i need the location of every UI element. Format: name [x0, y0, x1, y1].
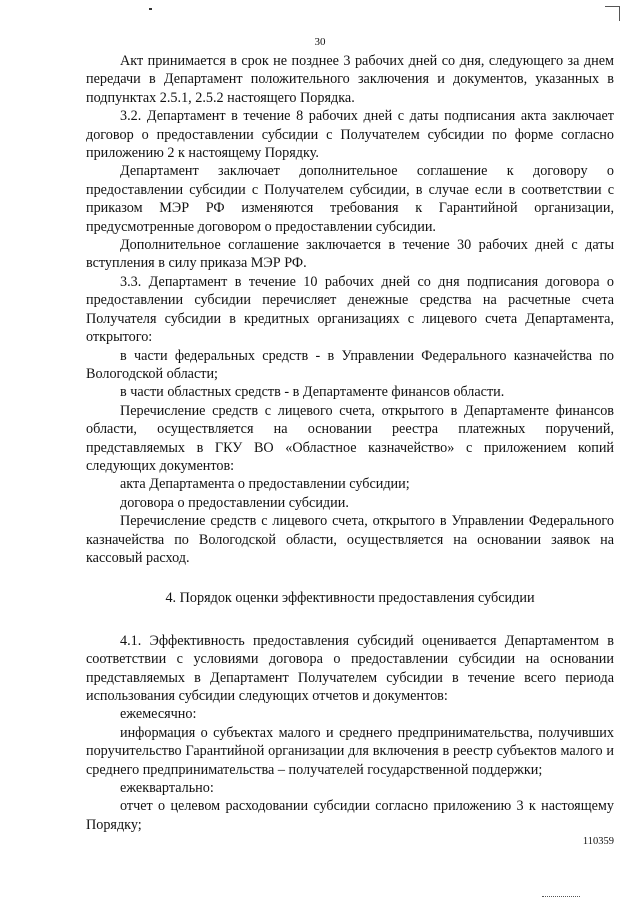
scan-bottom-mark — [542, 896, 580, 897]
section-heading: 4. Порядок оценки эффективности предоставления субсидии — [165, 590, 535, 607]
paragraph: 4.1. Эффективность предоставления субсидий оценивается Департаментом в соответствии с условиями договора о предоставлении субсидии на основании представляемых в Департамент Получателем субсидии в течение всего периода использования субсидии следующих отчетов и документов: — [86, 632, 614, 704]
paragraph: информация о субъектах малого и среднего предпринимательства, получивших поручительство Гарантийной организации для включения в реестр субъектов малого и среднего предпринимательства – получателей государственной поддержки; — [86, 724, 614, 778]
paragraph: 3.2. Департамент в течение 8 рабочих дней с даты подписания акта заключает договор о предоставлении субсидии с Получателем субсидии по форме согласно приложению 2 к настоящему Порядку. — [86, 108, 614, 162]
paragraph: 3.3. Департамент в течение 10 рабочих дней со дня подписания договора о предоставлении субсидии перечисляет денежные средства на расчетные счета Получателя субсидии в кредитных организациях с лицевого счета Департамента, открытого: — [86, 273, 614, 346]
paragraph: Перечисление средств с лицевого счета, открытого в Управлении Федерального казначейства по Вологодской области, осуществляется на основании заявок на кассовый расход. — [86, 513, 614, 566]
paragraph: договора о предоставлении субсидии. — [120, 494, 349, 511]
document-body — [86, 52, 614, 834]
paragraph: Дополнительное соглашение заключается в течение 30 рабочих дней с даты вступления в силу приказа МЭР РФ. — [86, 237, 614, 272]
paragraph: акта Департамента о предоставлении субсидии; — [120, 476, 410, 493]
paragraph: отчет о целевом расходовании субсидии согласно приложению 3 к настоящему Порядку; — [86, 798, 614, 833]
paragraph: ежемесячно: — [120, 706, 197, 723]
document-code: 110359 — [582, 836, 614, 847]
page-number: 30 — [314, 36, 326, 48]
paragraph: Департамент заключает дополнительное соглашение к договору о предоставлении субсидии с Получателем субсидии, в случае если в соответствии с приказом МЭР РФ изменяются требования к Гарантийной организации, предусмотренные договором о предоставлении субсидии. — [86, 163, 614, 235]
paragraph: в части федеральных средств - в Управлении Федерального казначейства по Вологодской области; — [86, 347, 614, 382]
scan-mark — [149, 8, 152, 10]
paragraph: в части областных средств - в Департаменте финансов области. — [120, 384, 505, 401]
paragraph: ежеквартально: — [120, 780, 214, 797]
scan-corner-mark — [605, 6, 620, 21]
paragraph: Перечисление средств с лицевого счета, открытого в Департаменте финансов области, осуществляется на основании реестра платежных поручений, представляемых в ГКУ ВО «Областное казначейство» с приложением копий следующих документов: — [86, 402, 614, 474]
paragraph: Акт принимается в срок не позднее 3 рабочих дней со дня, следующего за днем передачи в Департамент положительного заключения и документов, указанных в подпунктах 2.5.1, 2.5.2 настоящего Порядка. — [86, 53, 614, 106]
